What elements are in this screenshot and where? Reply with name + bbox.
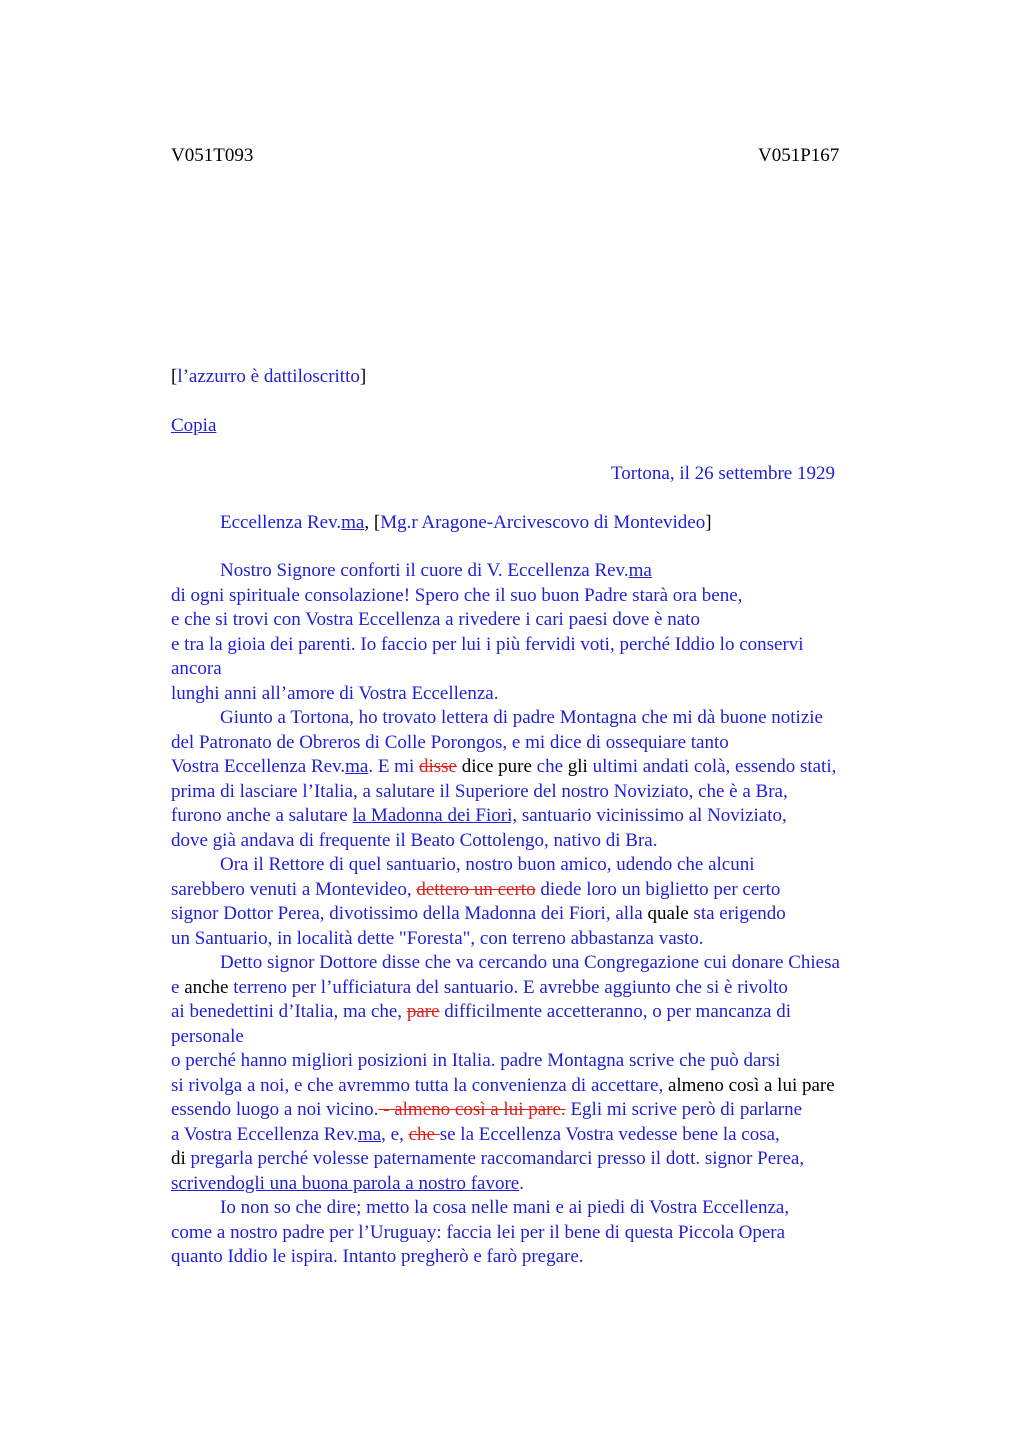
body-line: scrivendogli una buona parola a nostro favore. [171, 1172, 524, 1194]
document-code-left: V051T093 [171, 145, 254, 166]
body-line: signor Dottor Perea, divotissimo della Madonna dei Fiori, alla quale sta erigendo [171, 903, 786, 924]
page-header [171, 145, 911, 169]
body-line: prima di lasciare l’Italia, a salutare il Superiore del nostro Noviziato, che è a Bra, [171, 780, 788, 802]
body-line: e tra la gioia dei parenti. Io faccio per lui i più fervidi voti, perché Iddio lo conservi [171, 633, 804, 655]
body-line: essendo luogo a noi vicino. - almeno così a lui pare. Egli mi scrive però di parlarne [171, 1099, 803, 1120]
body-line: dove già andava di frequente il Beato Cottolengo, nativo di Bra. [171, 829, 658, 851]
body-line: Giunto a Tortona, ho trovato lettera di padre Montagna che mi dà buone notizie [220, 707, 823, 728]
letter-body [171, 559, 840, 1270]
body-line: furono anche a salutare la Madonna dei Fiori, santuario vicinissimo al Noviziato, [171, 805, 787, 826]
body-line: e che si trovi con Vostra Eccellenza a rivedere i cari paesi dove è nato [171, 609, 700, 630]
deleted-text: - almeno così a lui pare. [378, 1099, 566, 1120]
body-line: Detto signor Dottore disse che va cercando una Congregazione cui donare Chiesa [220, 952, 840, 973]
body-line: sarebbero venuti a Montevideo, dettero un certo diede loro un biglietto per certo [171, 878, 781, 900]
body-line: si rivolga a noi, e che avremmo tutta la convenienza di accettare, almeno così a lui pare [171, 1074, 835, 1096]
body-line: Vostra Eccellenza Rev.ma. E mi disse dice pure che gli ultimi andati colà, essendo stati, [171, 756, 837, 777]
body-line: Ora il Rettore di quel santuario, nostro buon amico, udendo che alcuni [220, 854, 755, 875]
body-line: di pregarla perché volesse paternamente raccomandarci presso il dott. signor Perea, [171, 1148, 805, 1169]
deleted-text: pare [406, 1001, 440, 1022]
document-code-right: V051P167 [758, 145, 840, 166]
body-line: Io non so che dire; metto la cosa nelle mani e ai piedi di Vostra Eccellenza, [220, 1197, 790, 1218]
copy-label: Copia [171, 415, 217, 436]
body-line: di ogni spirituale consolazione! Spero che il suo buon Padre starà ora bene, [171, 584, 743, 606]
salutation: Eccellenza Rev.ma, [Mg.r Aragone-Arcivescovo di Montevideo] [220, 512, 712, 533]
editorial-note-text: l’azzurro è dattiloscritto [177, 366, 360, 387]
body-line: personale [171, 1025, 244, 1047]
date-line: Tortona, il 26 settembre 1929 [611, 463, 835, 484]
body-line: del Patronato de Obreros di Colle Porongos, e mi dice di ossequiare tanto [171, 731, 729, 753]
body-line: ai benedettini d’Italia, ma che, pare difficilmente accetteranno, o per mancanza di [171, 1001, 792, 1022]
body-line: Nostro Signore conforti il cuore di V. Eccellenza Rev.ma [220, 560, 652, 581]
body-line: un Santuario, in località dette "Foresta", con terreno abbastanza vasto. [171, 927, 704, 949]
editorial-note: [l’azzurro è dattiloscritto] [171, 366, 367, 387]
body-line: o perché hanno migliori posizioni in Italia. padre Montagna scrive che può darsi [171, 1050, 781, 1071]
deleted-text: disse [418, 756, 457, 777]
body-line: lunghi anni all’amore di Vostra Eccellenza. [171, 682, 499, 704]
letter-page [171, 145, 911, 1267]
body-line: quanto Iddio le ispira. Intanto pregherò e farò pregare. [171, 1246, 584, 1267]
deleted-text: che [408, 1123, 440, 1145]
deleted-text: dettero un certo [416, 878, 536, 900]
body-line: come a nostro padre per l’Uruguay: faccia lei per il bene di questa Piccola Opera [171, 1221, 786, 1243]
body-line: e anche terreno per l’ufficiatura del santuario. E avrebbe aggiunto che si è rivolto [171, 976, 788, 998]
body-line: ancora [171, 658, 222, 679]
body-line: a Vostra Eccellenza Rev.ma, e, che se la Eccellenza Vostra vedesse bene la cosa, [171, 1123, 780, 1145]
